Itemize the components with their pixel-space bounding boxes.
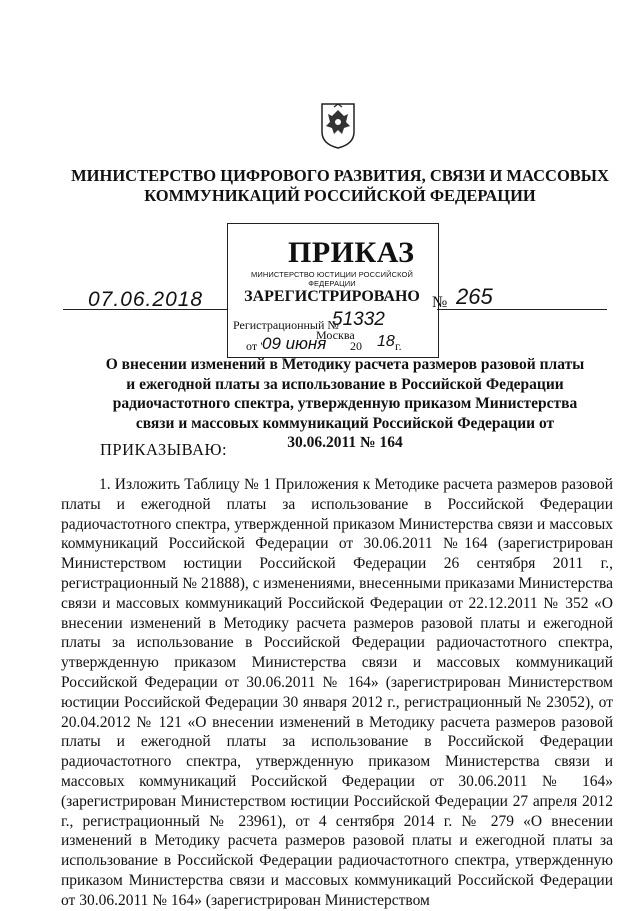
order-subject: О внесении изменений в Методику расчета размеров разовой платы и ежегодной платы за использование в Российской Федерации радиочастотного спектра, утвержденную приказом Министерства связи и массовых коммуникаций Российской Федерации от 30.06.2011 № 164 bbox=[105, 356, 585, 451]
document-type: ПРИКАЗ bbox=[288, 236, 415, 269]
stamp-regnum-label: Регистрационный № bbox=[233, 318, 339, 332]
number-underline bbox=[437, 309, 607, 310]
date-underline bbox=[63, 309, 228, 310]
stamp-organization: МИНИСТЕРСТВО ЮСТИЦИИ РОССИЙСКОЙ ФЕДЕРАЦИИ bbox=[251, 270, 413, 288]
order-date: 07.06.2018 bbox=[88, 288, 204, 311]
stamp-year-suffix: г. bbox=[395, 339, 402, 353]
stamp-city: Москва bbox=[316, 328, 355, 342]
stamp-date-value: 09 июня bbox=[262, 334, 327, 353]
order-number-label: № bbox=[432, 294, 448, 311]
stamp-regnum-value: 51332 bbox=[332, 309, 385, 330]
stamp-date-prefix: от " bbox=[246, 339, 265, 353]
stamp-year-prefix: 20 bbox=[350, 339, 362, 353]
ministry-title: МИНИСТЕРСТВО ЦИФРОВОГО РАЗВИТИЯ, СВЯЗИ И МАССОВЫХ КОММУНИКАЦИЙ РОССИЙСКОЙ ФЕДЕРАЦИИ bbox=[71, 166, 609, 205]
order-word: ПРИКАЗЫВАЮ: bbox=[100, 440, 228, 459]
state-emblem-icon bbox=[318, 100, 358, 150]
order-number: 265 bbox=[456, 284, 493, 309]
body-paragraph: 1. Изложить Таблицу № 1 Приложения к Методике расчета размеров разовой платы и ежегодной платы за использование в Российской Федерации радиочастотного спектра, утвержденной приказом Министерства связи и массовых коммуникаций Российской Федерации от 30.06.2011 №164 (зарегистрирован Министерством юстиции Российской Федерации 26 сентября 2011 г., регистрационный № 21888), с изменениями, внесенными приказами Министерства связи и массовых коммуникаций Российской Федерации от 22.12.2011 № 352 «О внесении изменений в Методику расчета размеров разовой платы и ежегодной платы за использование в Российской Федерации радиочастотного спектра, утвержденную приказом Министерства связи и массовых коммуникаций Российской Федерации от 30.06.2011 № 164» (зарегистрирован Министерством юстиции Российской Федерации 30 января 2012 г., регистрационный № 23052), от 20.04.2012 № 121 «О внесении изменений в Методику расчета размеров разовой платы и ежегодной платы за использование в Российской Федерации радиочастотного спектра, утвержденную приказом Министерства связи и массовых коммуникаций Российской Федерации от 30.06.2011 № 164» (зарегистрирован Министерством юстиции Российской Федерации 27 апреля 2012 г., регистрационный № 23961), от 4 сентября 2014 г. № 279 «О внесении изменений в Методику расчета размеров разовой платы и ежегодной платы за использование в Российской Федерации радиочастотного спектра, утвержденную приказом Министерства связи и массовых коммуникаций Российской Федерации от 30.06.2011 № 164» (зарегистрирован Министерством bbox=[61, 476, 613, 909]
stamp-registered: ЗАРЕГИСТРИРОВАНО bbox=[244, 288, 420, 305]
stamp-year-value: 18 bbox=[377, 333, 395, 350]
